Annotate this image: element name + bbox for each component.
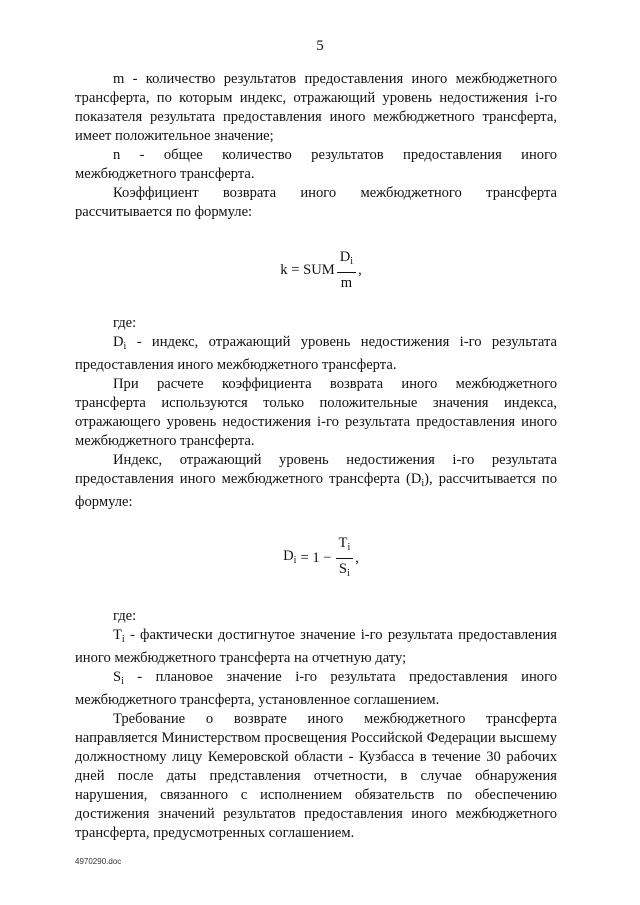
formula-coefficient-denominator: m	[340, 275, 353, 291]
index-intro-sub: i	[421, 478, 425, 489]
ti-sub: i	[121, 634, 125, 645]
lhs-var: D	[283, 548, 294, 564]
formula-coefficient-numerator	[337, 248, 356, 273]
s-var: S	[338, 561, 348, 577]
formula-index-numerator	[336, 534, 354, 559]
index-intro-b: ), рассчитывается по формуле:	[75, 471, 557, 510]
si-var: S	[113, 669, 122, 685]
formula-coefficient-fraction	[337, 248, 356, 292]
page-number: 5	[316, 38, 324, 54]
t-var: T	[338, 535, 348, 551]
ti-definition	[75, 626, 557, 668]
where-label-2: где:	[113, 608, 137, 624]
where-label-1: где:	[113, 315, 137, 331]
index-intro	[75, 451, 557, 512]
m-definition: m - количество результатов предоставления иного межбюджетного трансферта, по которым индекс, отражающий уровень недостижения i-го показателя результата предоставления иного межбюджетного трансферта, имеет положительное значение;	[75, 71, 557, 144]
si-sub: i	[121, 676, 124, 687]
n-definition: n - общее количество результатов предоставления иного межбюджетного трансферта.	[75, 147, 557, 182]
index-intro-a: Индекс, отражающий уровень недостижения i-го результата предоставления иного межбюджетного трансферта (D	[75, 452, 557, 487]
di-var: D	[113, 334, 124, 350]
t-sub: i	[347, 542, 351, 553]
formula-coefficient-lhs: k = SUM	[280, 261, 335, 278]
formula-index-mid: = 1 −	[300, 550, 332, 566]
formula-index-lhs	[283, 547, 296, 570]
ti-text: - фактически достигнутое значение i-го результата предоставления иного межбюджетного трансферта на отчетную дату;	[75, 627, 557, 666]
formula-index-tail: ,	[355, 550, 359, 566]
di-definition	[75, 333, 557, 375]
requirement-paragraph: Требование о возврате иного межбюджетного трансферта направляется Министерством просвещения Российской Федерации высшему должностному лицу Кемеровской области - Кузбасса в течение 30 рабочих дней после даты представления отчетности, в случае обнаружения нарушения, связанного с исполнением обязательств по обеспечению достижения значений результатов предоставления иного межбюджетного трансферта, предусмотренных соглашением.	[75, 711, 557, 841]
coefficient-intro: Коэффициент возврата иного межбюджетного трансферта рассчитывается по формуле:	[75, 185, 557, 220]
ti-var: T	[113, 627, 122, 643]
file-name-footer: 4970290.doc	[75, 857, 122, 866]
di-text: - индекс, отражающий уровень недостижения i-го результата предоставления иного межбюджетного трансферта.	[75, 334, 557, 373]
calculation-note: При расчете коэффициента возврата иного межбюджетного трансферта используются только положительные значения индекса, отражающего уровень недостижения i-го результата предоставления иного межбюджетного трансферта.	[75, 376, 557, 449]
formula-coefficient	[75, 248, 557, 292]
formula-index-denominator	[336, 559, 353, 583]
formula-coefficient-tail: ,	[358, 261, 362, 278]
di-sub: i	[123, 341, 127, 352]
s-sub: i	[347, 568, 350, 579]
si-definition	[75, 668, 557, 710]
si-text: - плановое значение i-го результата предоставления иного межбюджетного трансферта, установленное соглашением.	[75, 669, 557, 708]
formula-index	[75, 534, 557, 583]
document-body	[75, 70, 557, 843]
formula-index-fraction	[336, 534, 354, 583]
lhs-sub: i	[293, 555, 297, 566]
numerator-var: D	[339, 249, 351, 265]
numerator-sub: i	[350, 256, 354, 267]
